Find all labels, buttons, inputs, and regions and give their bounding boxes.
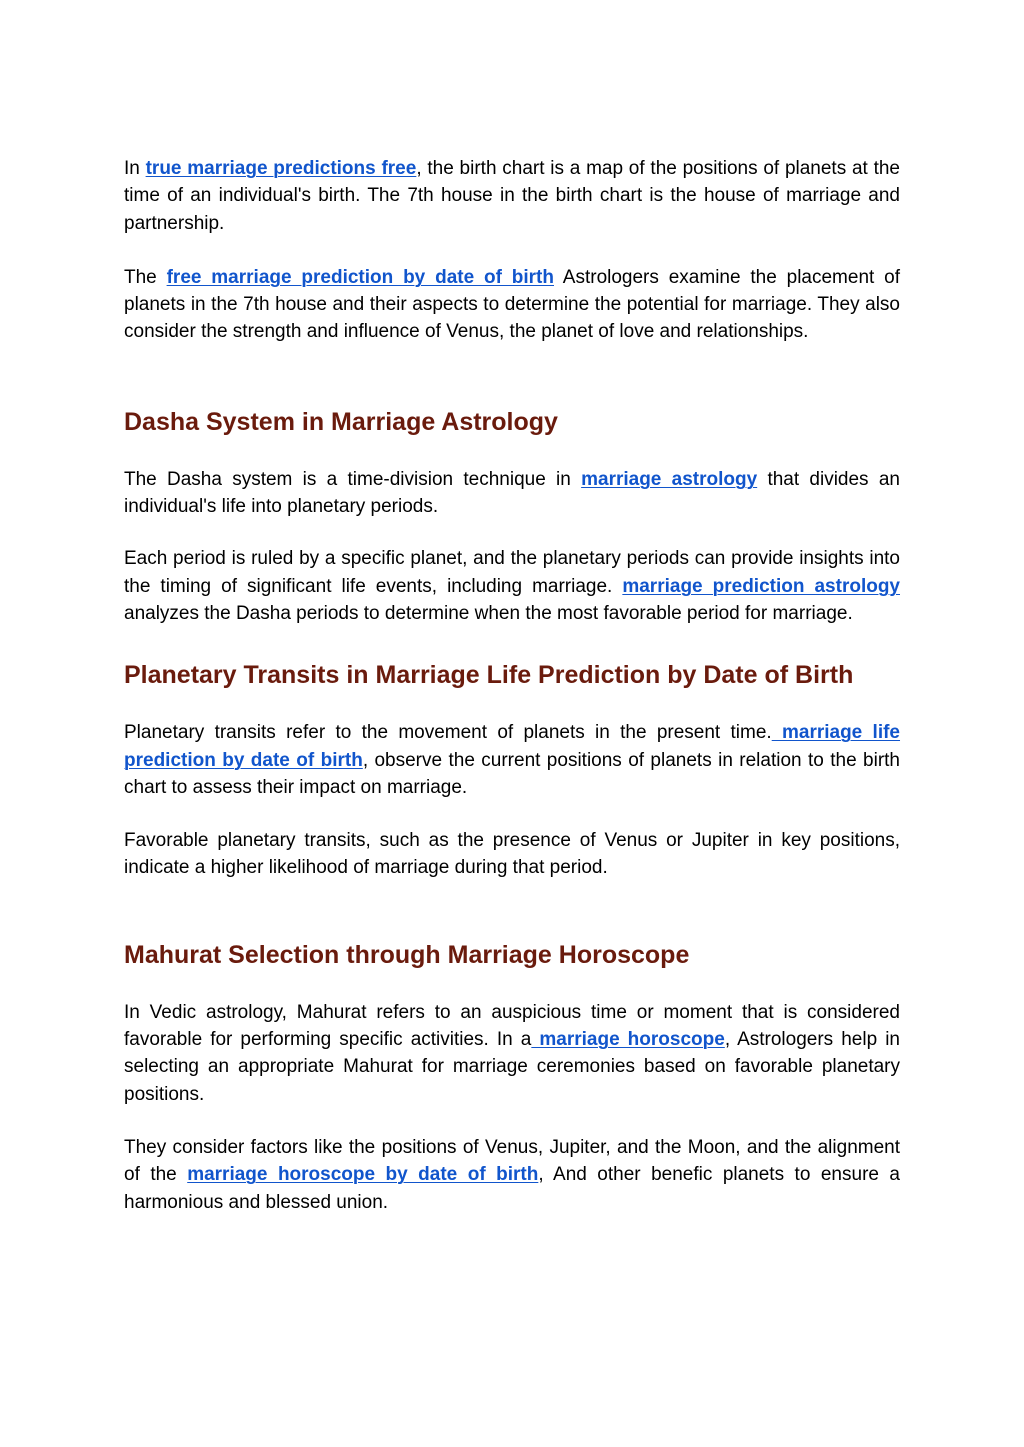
paragraph-benefic-factors — [124, 1134, 900, 1216]
paragraph-text: In Vedic astrology, Mahurat refers to an auspicious time or moment that is considered favorable for performing specific activities. In a — [124, 1001, 900, 1051]
paragraph-text: analyzes the Dasha periods to determine when the most favorable period for marriage. — [124, 602, 853, 624]
paragraph-text: Planetary transits refer to the movement of planets in the present time. — [124, 722, 772, 744]
paragraph-text: In — [124, 158, 146, 179]
paragraph-text: , the birth chart is a map of the positions of planets at the time of an individual's birth. The 7th house in the birth chart is the house of marriage and partnership. — [124, 158, 900, 234]
heading-planetary-transits: Planetary Transits in Marriage Life Prediction by Date of Birth — [124, 661, 854, 690]
paragraph-transits-definition — [124, 719, 900, 801]
paragraph-text: , Astrologers help in selecting an appropriate Mahurat for marriage ceremonies based on favorable planetary positions. — [124, 1029, 900, 1105]
paragraph-text: They consider factors like the positions of Venus, Jupiter, and the Moon, and the alignment of the — [124, 1136, 900, 1186]
paragraph-text: , observe the current positions of planets in relation to the birth chart to assess their impact on marriage. — [124, 749, 900, 798]
paragraph-seventh-house — [124, 264, 900, 346]
paragraph-text: The — [124, 266, 167, 288]
paragraph-text: The Dasha system is a time-division technique in — [124, 468, 582, 490]
link-marriage-horoscope-by-date-of-birth[interactable]: marriage horoscope by date of birth — [187, 1164, 539, 1186]
link-marriage-horoscope[interactable]: marriage horoscope — [531, 1029, 725, 1051]
paragraph-mahurat-definition — [124, 999, 900, 1108]
heading-mahurat-selection: Mahurat Selection through Marriage Horoscope — [124, 940, 690, 969]
paragraph-text: Each period is ruled by a specific planet, and the planetary periods can provide insights into the timing of significant life events, including marriage. — [124, 548, 900, 597]
link-marriage-prediction-astrology[interactable]: marriage prediction astrology — [622, 575, 900, 597]
paragraph-dasha-definition — [124, 466, 900, 521]
link-marriage-life-prediction-by-date-of-birth[interactable]: marriage life prediction by date of birth — [124, 722, 901, 771]
link-marriage-astrology[interactable]: marriage astrology — [581, 468, 758, 490]
paragraph-dasha-periods — [124, 545, 900, 627]
paragraph-favorable-transits: Favorable planetary transits, such as the presence of Venus or Jupiter in key positions, indicate a higher likelihood of marriage during that period. — [124, 830, 900, 879]
heading-dasha-system: Dasha System in Marriage Astrology — [124, 407, 558, 436]
paragraph-text: , And other benefic planets to ensure a harmonious and blessed union. — [124, 1164, 900, 1213]
link-free-marriage-prediction-by-date-of-birth[interactable]: free marriage prediction by date of birth — [166, 266, 554, 288]
paragraph-intro — [124, 155, 900, 237]
document-body — [124, 155, 900, 1216]
paragraph-text: Astrologers examine the placement of planets in the 7th house and their aspects to determine the potential for marriage. They also consider the strength and influence of Venus, the planet of love and relationships. — [124, 266, 900, 343]
link-true-marriage-predictions-free[interactable]: true marriage predictions free — [145, 158, 417, 179]
paragraph-text: that divides an individual's life into planetary periods. — [124, 468, 900, 518]
